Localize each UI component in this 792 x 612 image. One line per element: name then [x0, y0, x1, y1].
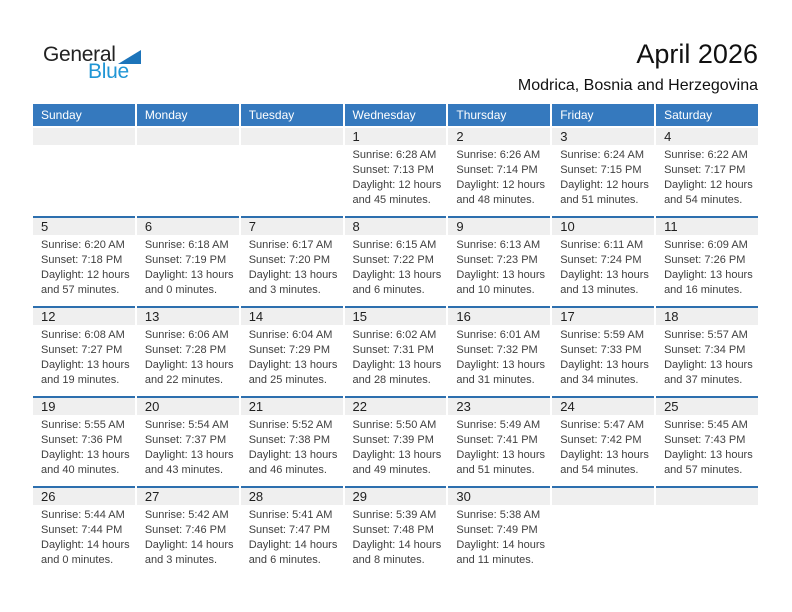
sunset-text: Sunset: 7:22 PM: [352, 254, 434, 266]
day-number: 6: [137, 218, 239, 235]
daylight-text-line1: Daylight: 13 hours: [560, 359, 649, 371]
sunset-text: Sunset: 7:15 PM: [560, 164, 642, 176]
sunrise-text: Sunrise: 6:02 AM: [352, 329, 437, 341]
day-details: [552, 325, 654, 388]
day-number: 2: [448, 128, 550, 145]
sunrise-text: Sunrise: 5:54 AM: [144, 419, 229, 431]
day-details: [137, 415, 239, 478]
day-number: [656, 488, 758, 505]
day-details: [552, 145, 654, 208]
sunset-text: Sunset: 7:17 PM: [664, 164, 746, 176]
daylight-text-line1: Daylight: 13 hours: [560, 449, 649, 461]
sunrise-text: Sunrise: 5:47 AM: [560, 419, 644, 431]
sunrise-text: Sunrise: 6:04 AM: [248, 329, 333, 341]
sunset-text: Sunset: 7:36 PM: [41, 434, 123, 446]
day-number: 21: [241, 398, 343, 415]
sunset-text: Sunset: 7:14 PM: [456, 164, 538, 176]
sunrise-text: Sunrise: 6:24 AM: [560, 149, 644, 161]
sunrise-text: Sunrise: 5:59 AM: [560, 329, 644, 341]
day-details: [137, 235, 239, 298]
sunrise-text: Sunrise: 5:52 AM: [248, 419, 333, 431]
sunset-text: Sunset: 7:37 PM: [144, 434, 227, 446]
daylight-text-line2: and 51 minutes.: [560, 194, 639, 206]
day-number: 30: [448, 488, 550, 505]
daylight-text-line2: and 34 minutes.: [560, 374, 639, 386]
sunrise-text: Sunrise: 6:28 AM: [352, 149, 437, 161]
sunrise-text: Sunrise: 5:41 AM: [248, 509, 333, 521]
day-cell: [448, 216, 550, 304]
daylight-text-line1: Daylight: 13 hours: [144, 449, 234, 461]
day-details: [345, 415, 447, 478]
day-details: [656, 325, 758, 388]
day-cell: [241, 486, 343, 574]
weekday-header-tuesday: Tuesday: [241, 104, 343, 126]
day-number: 15: [345, 308, 447, 325]
title-block: [518, 40, 758, 95]
daylight-text-line2: and 54 minutes.: [664, 194, 743, 206]
daylight-text-line2: and 0 minutes.: [41, 554, 114, 566]
sunset-text: Sunset: 7:18 PM: [41, 254, 123, 266]
daylight-text-line1: Daylight: 14 hours: [248, 539, 338, 551]
day-cell: [345, 306, 447, 394]
daylight-text-line1: Daylight: 13 hours: [664, 269, 753, 281]
sunset-text: Sunset: 7:38 PM: [248, 434, 331, 446]
daylight-text-line1: Daylight: 14 hours: [352, 539, 442, 551]
daylight-text-line1: Daylight: 13 hours: [352, 359, 442, 371]
daylight-text-line1: Daylight: 14 hours: [144, 539, 234, 551]
day-details: [241, 415, 343, 478]
day-details: [448, 505, 550, 568]
sunset-text: Sunset: 7:42 PM: [560, 434, 642, 446]
sunset-text: Sunset: 7:31 PM: [352, 344, 434, 356]
day-details: [33, 415, 135, 478]
empty-day-cell: [241, 128, 343, 214]
day-details: [448, 415, 550, 478]
sunrise-text: Sunrise: 6:17 AM: [248, 239, 333, 251]
day-number: 11: [656, 218, 758, 235]
day-cell: [448, 396, 550, 484]
calendar-table: [31, 102, 760, 576]
week-row: [33, 486, 758, 574]
location-subtitle: Modrica, Bosnia and Herzegovina: [517, 76, 758, 94]
sunset-text: Sunset: 7:44 PM: [41, 524, 123, 536]
sunset-text: Sunset: 7:33 PM: [560, 344, 642, 356]
day-cell: [448, 306, 550, 394]
day-details: [33, 235, 135, 298]
sunset-text: Sunset: 7:48 PM: [352, 524, 434, 536]
sunrise-text: Sunrise: 6:15 AM: [352, 239, 437, 251]
daylight-text-line1: Daylight: 13 hours: [248, 449, 338, 461]
day-number: 14: [241, 308, 343, 325]
day-cell: [345, 216, 447, 304]
sunset-text: Sunset: 7:26 PM: [664, 254, 746, 266]
daylight-text-line2: and 8 minutes.: [352, 554, 425, 566]
day-number: 18: [656, 308, 758, 325]
day-details: [345, 145, 447, 208]
day-cell: [33, 216, 135, 304]
calendar-body: [33, 128, 758, 574]
daylight-text-line2: and 37 minutes.: [664, 374, 743, 386]
day-number: 20: [137, 398, 239, 415]
sunset-text: Sunset: 7:32 PM: [456, 344, 538, 356]
daylight-text-line2: and 28 minutes.: [352, 374, 431, 386]
sunrise-text: Sunrise: 6:22 AM: [664, 149, 748, 161]
day-details: [448, 235, 550, 298]
daylight-text-line2: and 48 minutes.: [456, 194, 535, 206]
sunrise-text: Sunrise: 6:11 AM: [560, 239, 644, 251]
daylight-text-line2: and 3 minutes.: [144, 554, 217, 566]
day-number: 27: [137, 488, 239, 505]
week-row: [33, 396, 758, 484]
day-cell: [656, 396, 758, 484]
weekday-header-row: [33, 104, 758, 126]
daylight-text-line1: Daylight: 13 hours: [248, 269, 338, 281]
daylight-text-line1: Daylight: 13 hours: [456, 359, 546, 371]
day-cell: [552, 396, 654, 484]
day-details: [345, 505, 447, 568]
weekday-header-wednesday: Wednesday: [345, 104, 447, 126]
week-row: [33, 306, 758, 394]
day-number: 29: [345, 488, 447, 505]
day-details: [345, 235, 447, 298]
sunset-text: Sunset: 7:29 PM: [248, 344, 331, 356]
daylight-text-line2: and 6 minutes.: [352, 284, 425, 296]
daylight-text-line2: and 31 minutes.: [456, 374, 535, 386]
empty-day-cell: [33, 128, 135, 214]
day-number: 7: [241, 218, 343, 235]
daylight-text-line2: and 6 minutes.: [248, 554, 321, 566]
day-cell: [137, 306, 239, 394]
daylight-text-line1: Daylight: 13 hours: [456, 449, 546, 461]
logo-text-blue: Blue: [88, 60, 129, 83]
day-cell: [345, 396, 447, 484]
daylight-text-line2: and 51 minutes.: [456, 464, 535, 476]
sunset-text: Sunset: 7:28 PM: [144, 344, 227, 356]
week-row: [33, 128, 758, 214]
day-cell: [656, 216, 758, 304]
day-cell: [345, 128, 447, 214]
sunrise-text: Sunrise: 6:26 AM: [456, 149, 541, 161]
day-cell: [552, 306, 654, 394]
sunrise-text: Sunrise: 6:20 AM: [41, 239, 125, 251]
day-number: 19: [33, 398, 135, 415]
day-number: [241, 128, 343, 145]
sunrise-text: Sunrise: 5:50 AM: [352, 419, 437, 431]
sunset-text: Sunset: 7:27 PM: [41, 344, 123, 356]
daylight-text-line1: Daylight: 12 hours: [664, 179, 753, 191]
daylight-text-line1: Daylight: 13 hours: [352, 269, 442, 281]
daylight-text-line1: Daylight: 13 hours: [664, 449, 753, 461]
day-cell: [552, 128, 654, 214]
day-details: [656, 235, 758, 298]
empty-day-cell: [656, 486, 758, 574]
sunset-text: Sunset: 7:41 PM: [456, 434, 538, 446]
day-details: [552, 235, 654, 298]
daylight-text-line1: Daylight: 12 hours: [560, 179, 649, 191]
daylight-text-line2: and 25 minutes.: [248, 374, 327, 386]
day-details: [33, 505, 135, 568]
daylight-text-line1: Daylight: 13 hours: [144, 359, 234, 371]
daylight-text-line1: Daylight: 13 hours: [664, 359, 753, 371]
weekday-header-friday: Friday: [552, 104, 654, 126]
day-number: 23: [448, 398, 550, 415]
day-number: [552, 488, 654, 505]
daylight-text-line1: Daylight: 13 hours: [144, 269, 234, 281]
daylight-text-line1: Daylight: 13 hours: [248, 359, 338, 371]
sunset-text: Sunset: 7:24 PM: [560, 254, 642, 266]
day-number: [137, 128, 239, 145]
sunrise-text: Sunrise: 5:49 AM: [456, 419, 541, 431]
day-number: 4: [656, 128, 758, 145]
day-cell: [33, 396, 135, 484]
day-cell: [137, 396, 239, 484]
day-number: 24: [552, 398, 654, 415]
daylight-text-line1: Daylight: 13 hours: [352, 449, 442, 461]
daylight-text-line1: Daylight: 13 hours: [456, 269, 546, 281]
sunrise-text: Sunrise: 5:38 AM: [456, 509, 541, 521]
day-details: [345, 325, 447, 388]
empty-day-cell: [137, 128, 239, 214]
day-number: 8: [345, 218, 447, 235]
day-cell: [137, 486, 239, 574]
day-cell: [656, 128, 758, 214]
sunrise-text: Sunrise: 6:01 AM: [456, 329, 541, 341]
weekday-header-saturday: Saturday: [656, 104, 758, 126]
daylight-text-line1: Daylight: 13 hours: [41, 359, 130, 371]
day-number: 26: [33, 488, 135, 505]
sunset-text: Sunset: 7:23 PM: [456, 254, 538, 266]
day-number: 28: [241, 488, 343, 505]
sunset-text: Sunset: 7:13 PM: [352, 164, 434, 176]
day-number: [33, 128, 135, 145]
daylight-text-line1: Daylight: 12 hours: [456, 179, 546, 191]
day-number: 16: [448, 308, 550, 325]
day-number: 10: [552, 218, 654, 235]
day-number: 22: [345, 398, 447, 415]
sunset-text: Sunset: 7:46 PM: [144, 524, 227, 536]
daylight-text-line1: Daylight: 12 hours: [41, 269, 130, 281]
sunrise-text: Sunrise: 6:13 AM: [456, 239, 541, 251]
day-cell: [137, 216, 239, 304]
daylight-text-line2: and 16 minutes.: [664, 284, 743, 296]
sunrise-text: Sunrise: 5:39 AM: [352, 509, 437, 521]
day-details: [448, 145, 550, 208]
sunset-text: Sunset: 7:34 PM: [664, 344, 746, 356]
day-details: [656, 145, 758, 208]
daylight-text-line2: and 46 minutes.: [248, 464, 327, 476]
day-details: [656, 415, 758, 478]
day-number: 12: [33, 308, 135, 325]
day-cell: [33, 306, 135, 394]
empty-day-cell: [552, 486, 654, 574]
day-cell: [33, 486, 135, 574]
day-cell: [241, 306, 343, 394]
daylight-text-line1: Daylight: 14 hours: [456, 539, 546, 551]
day-number: 9: [448, 218, 550, 235]
day-details: [137, 505, 239, 568]
daylight-text-line2: and 45 minutes.: [352, 194, 431, 206]
sunset-text: Sunset: 7:49 PM: [456, 524, 538, 536]
daylight-text-line2: and 3 minutes.: [248, 284, 321, 296]
day-number: 17: [552, 308, 654, 325]
sunset-text: Sunset: 7:19 PM: [144, 254, 227, 266]
daylight-text-line2: and 57 minutes.: [41, 284, 120, 296]
day-number: 3: [552, 128, 654, 145]
sunrise-text: Sunrise: 6:09 AM: [664, 239, 748, 251]
weekday-header-monday: Monday: [137, 104, 239, 126]
sunrise-text: Sunrise: 5:55 AM: [41, 419, 125, 431]
day-details: [137, 325, 239, 388]
sunset-text: Sunset: 7:47 PM: [248, 524, 331, 536]
daylight-text-line2: and 10 minutes.: [456, 284, 535, 296]
daylight-text-line2: and 19 minutes.: [41, 374, 120, 386]
sunrise-text: Sunrise: 5:57 AM: [664, 329, 748, 341]
general-blue-logo: [43, 44, 141, 82]
day-cell: [448, 128, 550, 214]
daylight-text-line1: Daylight: 14 hours: [41, 539, 130, 551]
sunrise-text: Sunrise: 6:08 AM: [41, 329, 125, 341]
daylight-text-line2: and 11 minutes.: [456, 554, 534, 566]
daylight-text-line2: and 13 minutes.: [560, 284, 639, 296]
day-cell: [448, 486, 550, 574]
day-number: 5: [33, 218, 135, 235]
day-number: 1: [345, 128, 447, 145]
daylight-text-line2: and 0 minutes.: [144, 284, 217, 296]
sunset-text: Sunset: 7:39 PM: [352, 434, 434, 446]
day-cell: [241, 396, 343, 484]
day-details: [552, 415, 654, 478]
daylight-text-line2: and 40 minutes.: [41, 464, 120, 476]
day-number: 13: [137, 308, 239, 325]
daylight-text-line2: and 57 minutes.: [664, 464, 743, 476]
sunrise-text: Sunrise: 5:44 AM: [41, 509, 125, 521]
daylight-text-line2: and 22 minutes.: [144, 374, 224, 386]
logo-text-general: General: [43, 43, 116, 66]
daylight-text-line1: Daylight: 13 hours: [41, 449, 130, 461]
day-details: [241, 235, 343, 298]
weekday-header-thursday: Thursday: [448, 104, 550, 126]
day-cell: [552, 216, 654, 304]
sunset-text: Sunset: 7:43 PM: [664, 434, 746, 446]
day-cell: [241, 216, 343, 304]
daylight-text-line2: and 49 minutes.: [352, 464, 431, 476]
day-number: 25: [656, 398, 758, 415]
sunrise-text: Sunrise: 5:42 AM: [144, 509, 229, 521]
month-title: April 2026: [636, 39, 758, 69]
week-row: [33, 216, 758, 304]
sunrise-text: Sunrise: 6:18 AM: [144, 239, 229, 251]
daylight-text-line2: and 54 minutes.: [560, 464, 639, 476]
sunrise-text: Sunrise: 6:06 AM: [144, 329, 229, 341]
sunrise-text: Sunrise: 5:45 AM: [664, 419, 748, 431]
daylight-text-line2: and 43 minutes.: [144, 464, 224, 476]
sunset-text: Sunset: 7:20 PM: [248, 254, 331, 266]
daylight-text-line1: Daylight: 13 hours: [560, 269, 649, 281]
day-cell: [345, 486, 447, 574]
day-details: [241, 505, 343, 568]
daylight-text-line1: Daylight: 12 hours: [352, 179, 442, 191]
weekday-header-sunday: Sunday: [33, 104, 135, 126]
day-cell: [656, 306, 758, 394]
day-details: [241, 325, 343, 388]
day-details: [33, 325, 135, 388]
day-details: [448, 325, 550, 388]
